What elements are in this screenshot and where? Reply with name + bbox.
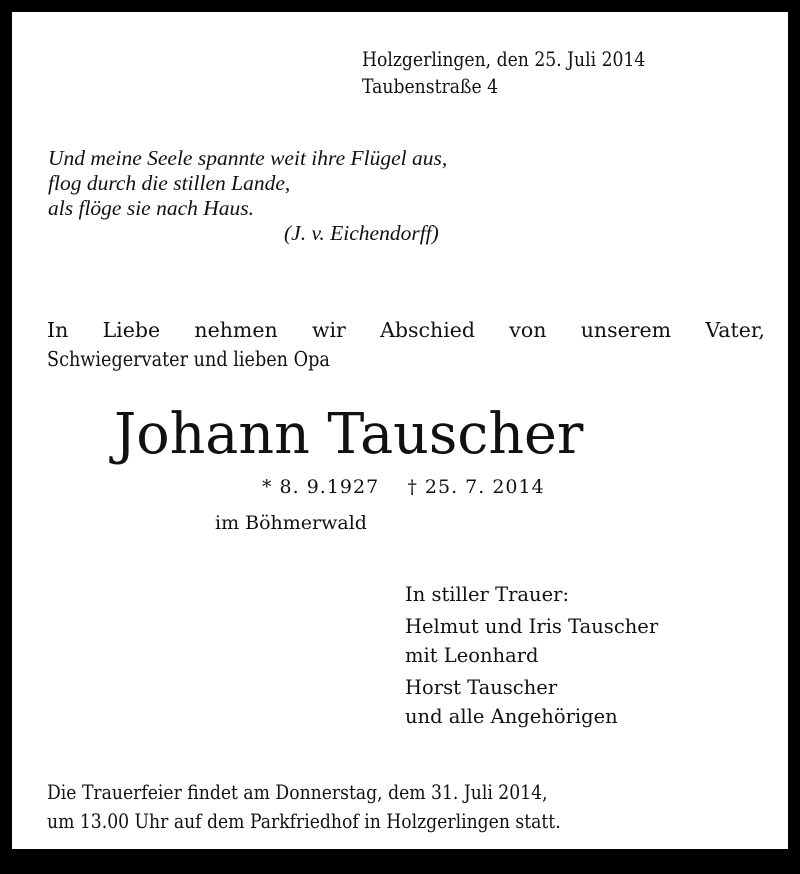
word: von	[509, 318, 547, 342]
intro-text	[47, 316, 765, 374]
word: Abschied	[380, 318, 476, 342]
mourners-heading: In stiller Trauer:	[405, 583, 570, 606]
mourners-block	[405, 580, 658, 734]
address: Taubenstraße 4	[362, 74, 499, 98]
birth-date: * 8. 9.1927	[262, 476, 380, 498]
poem-line: flog durch die stillen Lande,	[48, 171, 291, 195]
mourner-line: Helmut und Iris Tauscher	[405, 615, 659, 638]
mourner-line: und alle Angehörigen	[405, 705, 618, 728]
word: Vater,	[705, 318, 765, 342]
funeral-line-2: um 13.00 Uhr auf dem Parkfriedhof in Holzgerlingen statt.	[47, 809, 561, 833]
mourner-group	[405, 612, 658, 670]
life-dates	[262, 473, 545, 501]
word: wir	[311, 318, 346, 342]
intro-line-2: Schwiegervater und lieben Opa	[47, 347, 330, 371]
deceased-name: Johann Tauscher	[114, 402, 584, 467]
word: Liebe	[102, 318, 161, 342]
funeral-line-1: Die Trauerfeier findet am Donnerstag, dem 31. Juli 2014,	[47, 780, 548, 804]
birthplace: im Böhmerwald	[215, 512, 367, 534]
funeral-info	[47, 778, 644, 836]
poem-line: Und meine Seele spannte weit ihre Flügel aus,	[48, 146, 448, 170]
mourner-line: Horst Tauscher	[405, 676, 558, 699]
poem-line: als flöge sie nach Haus.	[48, 196, 255, 220]
mourner-group	[405, 673, 658, 731]
obituary-notice	[12, 12, 788, 849]
poem-block	[48, 146, 447, 246]
word: nehmen	[194, 318, 278, 342]
word: In	[47, 318, 69, 342]
mourner-line: mit Leonhard	[405, 644, 539, 667]
header-block	[362, 46, 692, 100]
word: unserem	[580, 318, 672, 342]
poem-author: (J. v. Eichendorff)	[284, 221, 439, 245]
intro-line-1	[47, 316, 765, 345]
death-date: † 25. 7. 2014	[407, 476, 545, 498]
place-date: Holzgerlingen, den 25. Juli 2014	[362, 47, 646, 71]
